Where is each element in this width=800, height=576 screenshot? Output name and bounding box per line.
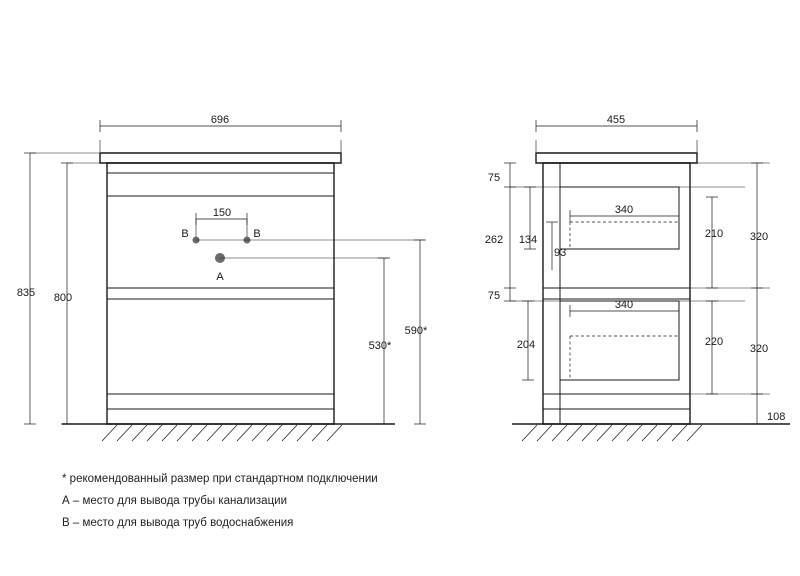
marker-b-left-label: B xyxy=(181,228,189,240)
dim-800: 800 xyxy=(53,292,73,304)
dim-204: 204 xyxy=(516,339,536,351)
front-countertop xyxy=(100,153,341,163)
side-drawer-upper-inner xyxy=(570,222,679,249)
side-body xyxy=(543,163,690,424)
side-drawer-upper xyxy=(560,187,679,249)
dim-590: 590* xyxy=(404,325,428,337)
dim-696: 696 xyxy=(210,114,230,126)
dim-75-top: 75 xyxy=(487,172,501,184)
dim-530: 530* xyxy=(368,340,392,352)
dim-455: 455 xyxy=(606,114,626,126)
dim-93: 93 xyxy=(554,247,567,259)
note-line-2: А – место для вывода трубы канализации xyxy=(62,495,288,507)
side-countertop xyxy=(536,153,697,163)
dim-340-bottom: 340 xyxy=(614,299,634,311)
dim-220: 220 xyxy=(704,336,724,348)
side-view xyxy=(485,114,790,441)
dim-320-top: 320 xyxy=(749,231,769,243)
dim-320-bottom: 320 xyxy=(749,343,769,355)
dim-150: 150 xyxy=(212,207,232,219)
note-line-1: * рекомендованный размер при стандартном подключении xyxy=(62,473,378,485)
marker-b-right-label: B xyxy=(253,228,261,240)
dim-108: 108 xyxy=(767,411,786,423)
front-body xyxy=(107,163,334,424)
dim-210: 210 xyxy=(704,228,724,240)
side-floor-hatch xyxy=(522,425,702,441)
dim-262: 262 xyxy=(484,234,504,246)
dim-75-mid: 75 xyxy=(487,290,501,302)
dim-134: 134 xyxy=(518,234,538,246)
side-drawer-lower xyxy=(560,301,679,380)
front-floor-hatch xyxy=(102,425,342,441)
dim-340-top: 340 xyxy=(614,204,634,216)
note-line-3: В – место для вывода труб водоснабжения xyxy=(62,517,294,529)
dim-835: 835 xyxy=(16,287,36,299)
legend-notes xyxy=(62,468,582,534)
front-view xyxy=(17,114,428,441)
marker-a-label: A xyxy=(216,271,224,283)
